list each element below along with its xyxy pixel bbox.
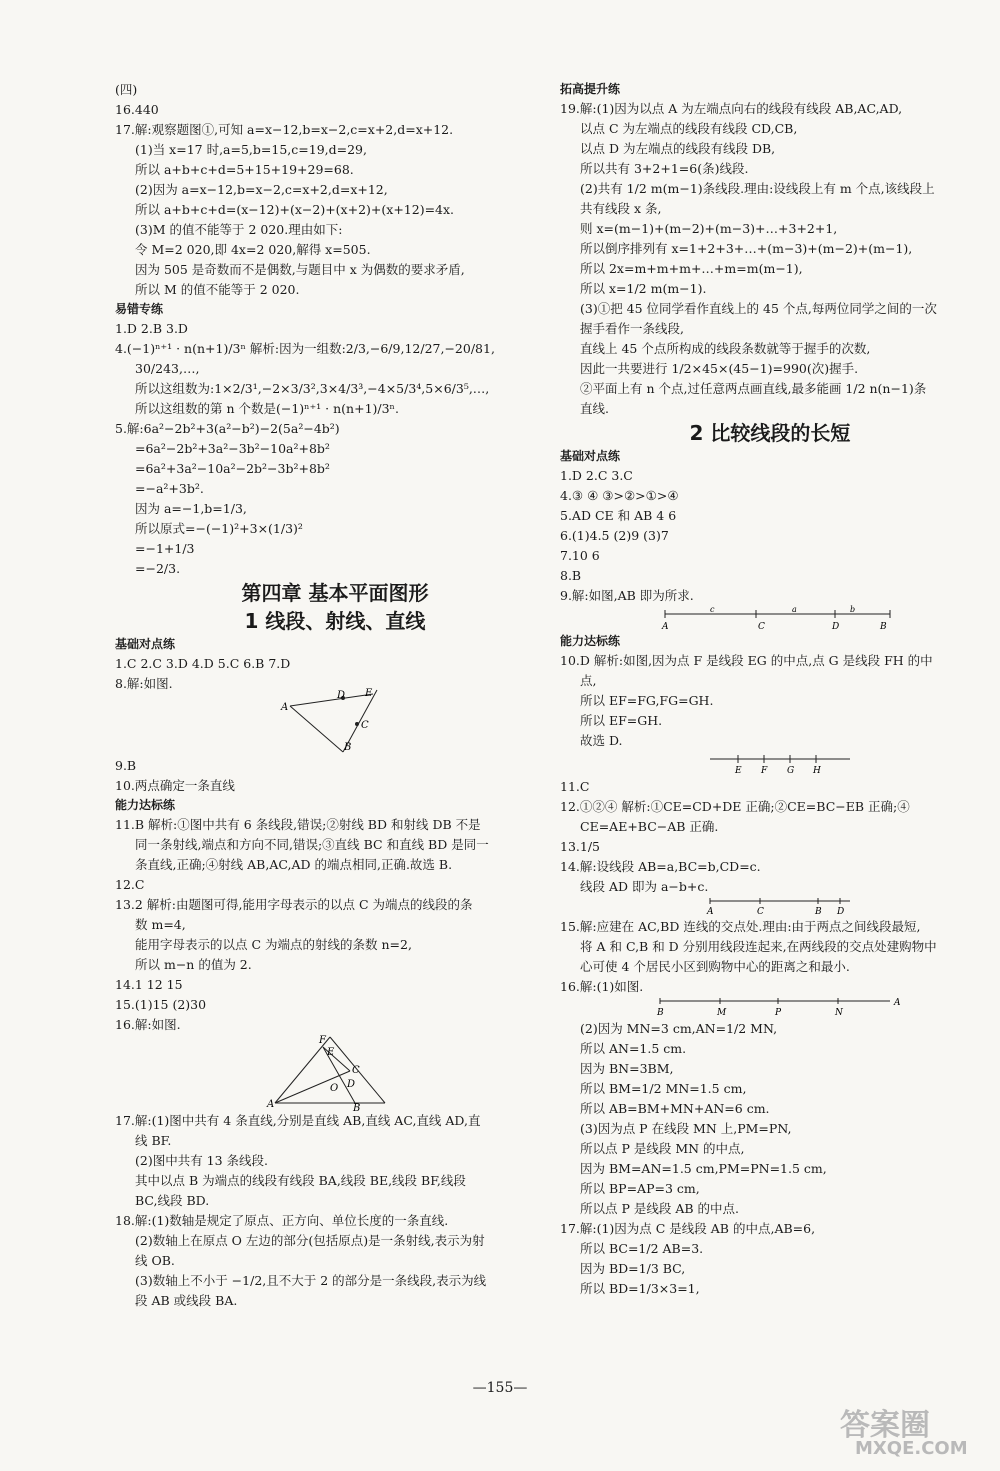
answer-line: 8.解:如图.	[115, 676, 173, 691]
answer-line: 1.D 2.C 3.C	[560, 468, 633, 483]
answer-line: 其中以点 B 为端点的线段有线段 BA,线段 BE,线段 BF,线段	[135, 1173, 466, 1188]
answer-line: 线 OB.	[135, 1253, 175, 1268]
answer-line: 所以这组数的第 n 个数是(−1)ⁿ⁺¹ · n(n+1)/3ⁿ.	[135, 401, 399, 416]
section-heading: 基础对点练	[560, 449, 621, 463]
answer-line: 30/243,…,	[135, 361, 200, 376]
answer-line: 4.③ ④ ③>②>①>④	[560, 488, 679, 503]
answer-line: 握手看作一条线段,	[580, 321, 684, 336]
figure-triangle-lines	[115, 688, 555, 756]
answer-line: 线 BF.	[135, 1133, 172, 1148]
answer-line: 所以 EF=FG,FG=GH.	[580, 693, 714, 708]
watermark-logo: 答案圈	[840, 1408, 930, 1443]
answer-line: BC,线段 BD.	[135, 1193, 210, 1208]
answer-line: 17.解:观察题图①,可知 a=x−12,b=x−2,c=x+2,d=x+12.	[115, 122, 454, 137]
section-label: (四)	[115, 82, 138, 97]
answer-line: 17.解:(1)因为点 C 是线段 AB 的中点,AB=6,	[560, 1221, 816, 1236]
answer-line: 心可使 4 个居民小区到购物中心的距离之和最小.	[580, 959, 850, 974]
point-m-label: M	[717, 1008, 727, 1018]
point-c-label: C	[352, 1065, 360, 1076]
answer-line: 7.10 6	[560, 548, 600, 563]
answer-line: 所以倒序排列有 x=1+2+3+…+(m−3)+(m−2)+(m−1),	[580, 241, 913, 256]
lesson-title: 1 线段、射线、直线	[244, 609, 426, 633]
point-b-label: B	[880, 622, 887, 632]
point-b-label: B	[344, 742, 352, 753]
answer-line: 所以 a+b+c+d=5+15+19+29=68.	[135, 162, 354, 177]
answer-line: 16.解:(1)如图.	[560, 979, 644, 994]
section-heading: 能力达标练	[560, 634, 621, 648]
point-e-label: E	[365, 688, 373, 699]
answer-line: (2)因为 MN=3 cm,AN=1/2 MN,	[580, 1021, 778, 1036]
figure-4-svg	[560, 751, 980, 777]
figure-5-svg	[560, 897, 980, 917]
point-a-label: A	[894, 998, 901, 1008]
answer-line: (3)M 的值不能等于 2 020.理由如下:	[135, 222, 343, 237]
point-n-label: N	[835, 1008, 843, 1018]
answer-line: 直线上 45 个点所构成的线段条数就等于握手的次数,	[580, 341, 871, 356]
point-b-label: B	[657, 1008, 664, 1018]
answer-line: 所以 BD=1/3×3=1,	[580, 1281, 700, 1296]
point-e-label: E	[735, 766, 742, 776]
answer-line: 令 M=2 020,即 4x=2 020,解得 x=505.	[135, 242, 371, 257]
segment-c-label: c	[710, 605, 715, 614]
answer-line: 所以 m−n 的值为 2.	[135, 957, 252, 972]
answer-line: 共有线段 x 条,	[580, 201, 662, 216]
answer-line: 数 m=4,	[135, 917, 186, 932]
answer-line: 9.解:如图,AB 即为所求.	[560, 588, 694, 603]
answer-line: (2)因为 a=x−12,b=x−2,c=x+2,d=x+12,	[135, 182, 388, 197]
point-o-label: O	[330, 1083, 339, 1094]
answer-line: 所以共有 3+2+1=6(条)线段.	[580, 161, 749, 176]
answer-line: 所以 a+b+c+d=(x−12)+(x−2)+(x+2)+(x+12)=4x.	[135, 202, 455, 217]
answer-line: 能用字母表示的以点 C 为端点的射线的条数 n=2,	[135, 937, 412, 952]
point-g-label: G	[787, 766, 795, 776]
answer-line: 所以 x=1/2 m(m−1).	[580, 281, 707, 296]
answer-line: 直线.	[580, 401, 609, 416]
point-b-label: B	[353, 1103, 361, 1114]
answer-line: 9.B	[115, 758, 137, 773]
point-d-label: D	[347, 1079, 356, 1090]
answer-line: (2)图中共有 13 条线段.	[135, 1153, 269, 1168]
answer-line: 段 AB 或线段 BA.	[135, 1293, 238, 1308]
point-f-label: F	[761, 766, 768, 776]
answer-line: 所以 BP=AP=3 cm,	[580, 1181, 700, 1196]
answer-line: 14.解:设线段 AB=a,BC=b,CD=c.	[560, 859, 761, 874]
answer-line: 12.C	[115, 877, 145, 892]
answer-line: 14.1 12 15	[115, 977, 183, 992]
point-p-label: P	[775, 1008, 782, 1018]
answer-line: 4.(−1)ⁿ⁺¹ · n(n+1)/3ⁿ 解析:因为一组数:2/3,−6/9,12/27,−20/81,	[115, 341, 495, 356]
answer-line: 15.解:应建在 AC,BD 连线的交点处.理由:由于两点之间线段最短,	[560, 919, 921, 934]
answer-line: 线段 AD 即为 a−b+c.	[580, 879, 709, 894]
figure-lines-abcdef	[115, 1035, 555, 1114]
chapter-title: 第四章 基本平面图形	[241, 581, 429, 605]
figure-2-svg	[115, 1035, 555, 1114]
segment-b-label: b	[850, 605, 856, 614]
answer-line: 13.1/5	[560, 839, 600, 854]
answer-line: 所以这组数为:1×2/3¹,−2×3/3²,3×4/3³,−4×5/3⁴,5×6/3⁵,…,	[135, 381, 490, 396]
page-number: —155—	[472, 1380, 528, 1396]
answer-line: =6a²+3a²−10a²−2b²−3b²+8b²	[135, 461, 330, 476]
figure-segment-acbd	[560, 897, 980, 917]
watermark-url: MXQE.COM	[855, 1438, 968, 1459]
answer-line: 故选 D.	[580, 733, 623, 748]
answer-line: (3)①把 45 位同学看作直线上的 45 个点,每两位同学之间的一次	[580, 301, 937, 316]
point-b-label: B	[815, 907, 822, 917]
section-heading: 拓高提升练	[560, 82, 621, 96]
answer-line: (2)数轴上在原点 O 左边的部分(包括原点)是一条射线,表示为射	[135, 1233, 485, 1248]
answer-line: =−a²+3b².	[135, 481, 204, 496]
answer-line: 17.解:(1)图中共有 4 条直线,分别是直线 AB,直线 AC,直线 AD,直	[115, 1113, 481, 1128]
left-column	[115, 80, 555, 1311]
section-heading: 基础对点练	[115, 637, 176, 651]
figure-3-svg	[560, 606, 980, 632]
point-a-label: A	[662, 622, 669, 632]
answer-line: 所以 M 的值不能等于 2 020.	[135, 282, 300, 297]
answer-line: 6.(1)4.5 (2)9 (3)7	[560, 528, 669, 543]
answer-line: (3)数轴上不小于 −1/2,且不大于 2 的部分是一条线段,表示为线	[135, 1273, 487, 1288]
answer-line: 因为 505 是奇数而不是偶数,与题目中 x 为偶数的要求矛盾,	[135, 262, 465, 277]
answer-line: 11.C	[560, 779, 590, 794]
answer-line: 所以 BC=1/2 AB=3.	[580, 1241, 704, 1256]
figure-6-svg	[560, 997, 980, 1019]
answer-line: 所以原式=−(−1)²+3×(1/3)²	[135, 521, 303, 536]
point-c-label: C	[758, 622, 765, 632]
point-d-label: D	[837, 907, 845, 917]
point-c-label: C	[757, 907, 764, 917]
answer-line: 条直线,正确;④射线 AB,AC,AD 的端点相同,正确.故选 B.	[135, 857, 453, 872]
answer-line: 所以点 P 是线段 MN 的中点,	[580, 1141, 745, 1156]
answer-line: 因为 BM=AN=1.5 cm,PM=PN=1.5 cm,	[580, 1161, 827, 1176]
answer-line: 10.两点确定一条直线	[115, 778, 235, 793]
point-a-label: A	[707, 907, 714, 917]
answer-line: (1)当 x=17 时,a=5,b=15,c=19,d=29,	[135, 142, 367, 157]
answer-line: 12.①②④ 解析:①CE=CD+DE 正确;②CE=BC−EB 正确;④	[560, 799, 910, 814]
answer-line: 10.D 解析:如图,因为点 F 是线段 EG 的中点,点 G 是线段 FH 的中	[560, 653, 933, 668]
segment-a-label: a	[792, 605, 797, 614]
right-column	[560, 80, 980, 1299]
answer-line: 因为 BD=1/3 BC,	[580, 1261, 686, 1276]
figure-segment-efgh	[560, 751, 980, 777]
answer-line: 所以 BM=1/2 MN=1.5 cm,	[580, 1081, 747, 1096]
answer-line: 8.B	[560, 568, 582, 583]
answer-line: =6a²−2b²+3a²−3b²−10a²+8b²	[135, 441, 330, 456]
answer-line: =−1+1/3	[135, 541, 195, 556]
answer-line: 同一条射线,端点和方向不同,错误;③直线 BC 和直线 BD 是同一	[135, 837, 489, 852]
answer-line: CE=AE+BC−AB 正确.	[580, 819, 719, 834]
answer-line: 所以 2x=m+m+m+…+m=m(m−1),	[580, 261, 803, 276]
answer-line: 18.解:(1)数轴是规定了原点、正方向、单位长度的一条直线.	[115, 1213, 449, 1228]
answer-line: 所以 AN=1.5 cm.	[580, 1041, 687, 1056]
answer-line: 19.解:(1)因为以点 A 为左端点向右的线段有线段 AB,AC,AD,	[560, 101, 903, 116]
point-h-label: H	[813, 766, 821, 776]
answer-line: ②平面上有 n 个点,过任意两点画直线,最多能画 1/2 n(n−1)条	[580, 381, 927, 396]
answer-line: 11.B 解析:①图中共有 6 条线段,错误;②射线 BD 和射线 DB 不是	[115, 817, 481, 832]
answer-line: 所以 AB=BM+MN+AN=6 cm.	[580, 1101, 770, 1116]
answer-line: 1.D 2.B 3.D	[115, 321, 188, 336]
answer-line: 15.(1)15 (2)30	[115, 997, 207, 1012]
answer-line: 点,	[580, 673, 597, 688]
answer-line: 将 A 和 C,B 和 D 分别用线段连起来,在两线段的交点处建购物中	[580, 939, 937, 954]
point-c-label: C	[361, 720, 369, 731]
point-f-label: F	[319, 1035, 326, 1046]
lesson-title: 2 比较线段的长短	[689, 421, 851, 445]
answer-line: 所以点 P 是线段 AB 的中点.	[580, 1201, 739, 1216]
answer-line: =−2/3.	[135, 561, 181, 576]
answer-line: (2)共有 1/2 m(m−1)条线段.理由:设线段上有 m 个点,该线段上	[580, 181, 935, 196]
answer-line: 1.C 2.C 3.D 4.D 5.C 6.B 7.D	[115, 656, 291, 671]
point-a-label: A	[267, 1099, 275, 1110]
answer-line: (3)因为点 P 在线段 MN 上,PM=PN,	[580, 1121, 792, 1136]
answer-line: 因为 a=−1,b=1/3,	[135, 501, 247, 516]
point-d-label: D	[337, 690, 346, 701]
point-d-label: D	[832, 622, 840, 632]
answer-line: 以点 C 为左端点的线段有线段 CD,CB,	[580, 121, 798, 136]
section-heading: 能力达标练	[115, 798, 176, 812]
point-a-label: A	[281, 702, 289, 713]
answer-line: 因此一共要进行 1/2×45×(45−1)=990(次)握手.	[580, 361, 859, 376]
figure-segment-bmpna	[560, 997, 980, 1019]
answer-line: 5.AD CE 和 AB 4 6	[560, 508, 677, 523]
answer-line: 所以 EF=GH.	[580, 713, 663, 728]
figure-1-svg	[115, 688, 555, 756]
answer-line: 因为 BN=3BM,	[580, 1061, 674, 1076]
answer-line: 以点 D 为左端点的线段有线段 DB,	[580, 141, 776, 156]
figure-segment-acdb	[560, 606, 980, 632]
point-e-label: E	[327, 1047, 335, 1058]
answer-line: 13.2 解析:由题图可得,能用字母表示的以点 C 为端点的线段的条	[115, 897, 473, 912]
section-heading: 易错专练	[115, 302, 164, 316]
answer-line: 16.解:如图.	[115, 1017, 181, 1032]
answer-line: 5.解:6a²−2b²+3(a²−b²)−2(5a²−4b²)	[115, 421, 340, 436]
answer-line: 16.440	[115, 102, 159, 117]
answer-line: 则 x=(m−1)+(m−2)+(m−3)+…+3+2+1,	[580, 221, 838, 236]
